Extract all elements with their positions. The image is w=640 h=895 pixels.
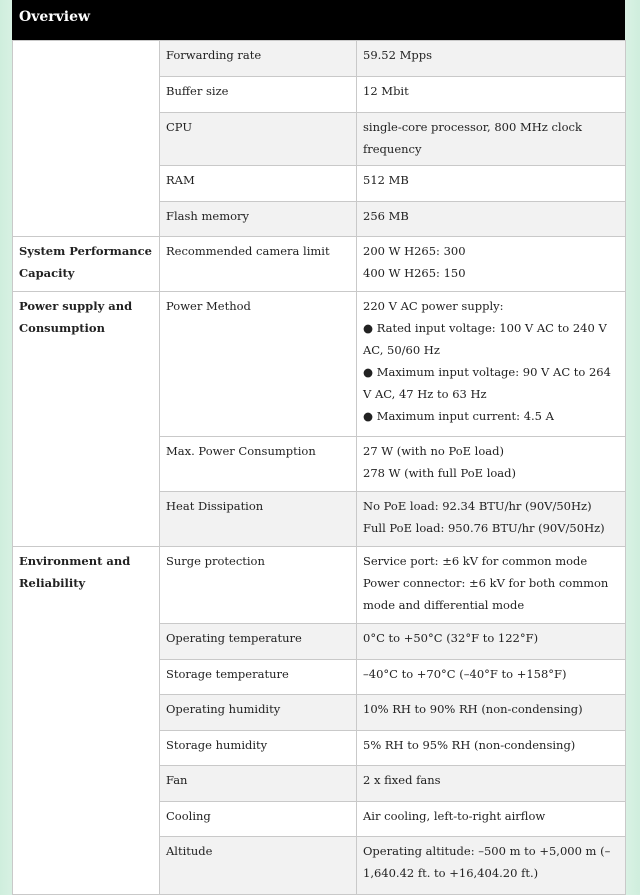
property-cell: Buffer size xyxy=(160,77,357,113)
value-line: 200 W H265: 300 xyxy=(363,244,466,258)
value-line: 12 Mbit xyxy=(363,84,409,98)
overview-header: Overview xyxy=(12,0,625,40)
value-line: 27 W (with no PoE load) xyxy=(363,444,504,458)
value-line: 512 MB xyxy=(363,173,409,187)
category-cell: Power supply and Consumption xyxy=(13,292,160,547)
property-cell: Recommended camera limit xyxy=(160,237,357,292)
value-line: ● Rated input voltage: 100 V AC to 240 V AC, 50/60 Hz xyxy=(363,321,607,357)
value-cell xyxy=(357,166,626,202)
value-line: 10% RH to 90% RH (non-condensing) xyxy=(363,702,583,716)
value-cell xyxy=(357,41,626,77)
category-cell xyxy=(13,41,160,237)
property-cell: RAM xyxy=(160,166,357,202)
property-cell: Power Method xyxy=(160,292,357,437)
value-cell xyxy=(357,437,626,492)
value-cell xyxy=(357,237,626,292)
value-cell xyxy=(357,731,626,766)
value-cell xyxy=(357,202,626,237)
value-cell xyxy=(357,660,626,695)
value-cell xyxy=(357,766,626,802)
property-cell: Surge protection xyxy=(160,547,357,624)
value-cell xyxy=(357,113,626,166)
property-cell: Max. Power Consumption xyxy=(160,437,357,492)
value-line: ● Maximum input current: 4.5 A xyxy=(363,409,554,423)
property-cell: Storage temperature xyxy=(160,660,357,695)
property-cell: Flash memory xyxy=(160,202,357,237)
spec-table xyxy=(12,40,626,895)
value-line: 5% RH to 95% RH (non-condensing) xyxy=(363,738,576,752)
spec-sheet xyxy=(12,0,625,880)
value-cell xyxy=(357,624,626,660)
value-cell xyxy=(357,695,626,731)
value-cell xyxy=(357,77,626,113)
value-cell xyxy=(357,837,626,895)
category-cell: System Performance Capacity xyxy=(13,237,160,292)
value-line: 59.52 Mpps xyxy=(363,48,432,62)
property-cell: Altitude xyxy=(160,837,357,895)
value-line: ● Maximum input voltage: 90 V AC to 264 V AC, 47 Hz to 63 Hz xyxy=(363,365,611,401)
category-cell: Environment and Reliability xyxy=(13,547,160,895)
value-cell xyxy=(357,492,626,547)
property-cell: Operating temperature xyxy=(160,624,357,660)
value-line: 2 x fixed fans xyxy=(363,773,441,787)
table-row xyxy=(13,292,626,437)
property-cell: Fan xyxy=(160,766,357,802)
value-line: single-core processor, 800 MHz clock frequency xyxy=(363,120,582,156)
property-cell: Storage humidity xyxy=(160,731,357,766)
value-line: 256 MB xyxy=(363,209,409,223)
value-line: Power connector: ±6 kV for both common mode and differential mode xyxy=(363,576,609,612)
spec-table-body xyxy=(13,41,626,895)
value-line: 220 V AC power supply: xyxy=(363,299,504,313)
value-line: 0°C to +50°C (32°F to 122°F) xyxy=(363,631,539,645)
table-row xyxy=(13,237,626,292)
value-cell xyxy=(357,292,626,437)
value-line: 400 W H265: 150 xyxy=(363,266,466,280)
value-line: Service port: ±6 kV for common mode xyxy=(363,554,588,568)
value-line: Full PoE load: 950.76 BTU/hr (90V/50Hz) xyxy=(363,521,605,535)
value-line: No PoE load: 92.34 BTU/hr (90V/50Hz) xyxy=(363,499,592,513)
table-row xyxy=(13,547,626,624)
property-cell: Forwarding rate xyxy=(160,41,357,77)
value-cell xyxy=(357,547,626,624)
property-cell: Cooling xyxy=(160,802,357,837)
value-line: 278 W (with full PoE load) xyxy=(363,466,516,480)
property-cell: CPU xyxy=(160,113,357,166)
property-cell: Operating humidity xyxy=(160,695,357,731)
value-line: Operating altitude: –500 m to +5,000 m (–1,640.42 ft. to +16,404.20 ft.) xyxy=(363,844,611,880)
value-cell xyxy=(357,802,626,837)
value-line: Air cooling, left-to-right airflow xyxy=(363,809,546,823)
property-cell: Heat Dissipation xyxy=(160,492,357,547)
table-row xyxy=(13,41,626,77)
value-line: –40°C to +70°C (–40°F to +158°F) xyxy=(363,667,567,681)
